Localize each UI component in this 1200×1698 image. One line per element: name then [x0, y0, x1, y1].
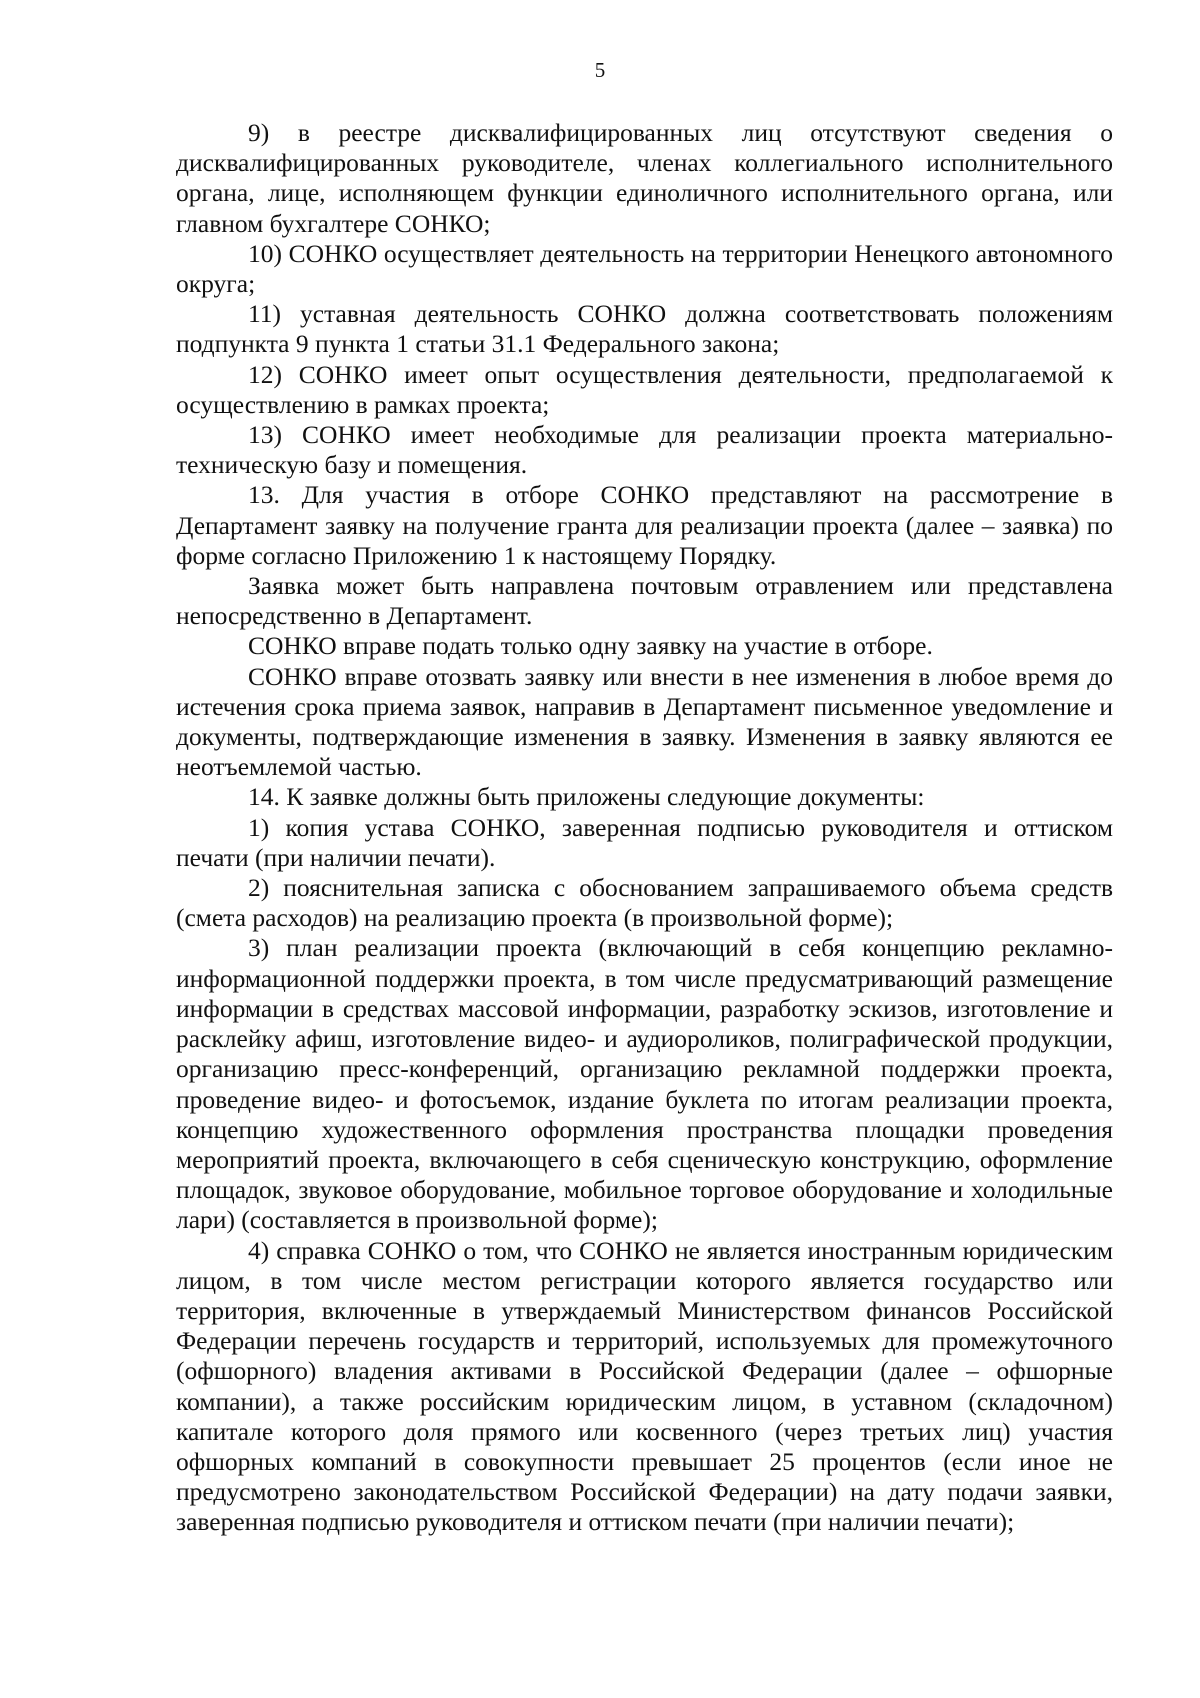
clause-14: 14. К заявке должны быть приложены следующие документы:: [248, 782, 925, 812]
document-body: [176, 118, 1113, 1538]
list-item-12: 12) СОНКО имеет опыт осуществления деятельности, предполагаемой к осуществлению в рамках проекта;: [176, 359, 1113, 419]
clause-13-delivery: Заявка может быть направлена почтовым отравлением или представлена непосредственно в Департамент.: [176, 571, 1113, 631]
clause-13-withdrawal: СОНКО вправе отозвать заявку или внести в нее изменения в любое время до истечения срока приема заявок, направив в Департамент письменное уведомление и документы, подтверждающие изменения в заявку. Изменения в заявку являются ее неотъемлемой частью.: [176, 661, 1113, 782]
list-item-9: 9) в реестре дисквалифицированных лиц отсутствуют сведения о дисквалифицированных руководителе, членах коллегиального исполнительного органа, лице, исполняющем функции единоличного исполнительного органа, или главном бухгалтере СОНКО;: [176, 118, 1113, 238]
page-number: 5: [594, 58, 606, 82]
document-item-3: 3) план реализации проекта (включающий в себя концепцию рекламно-информационной поддержки проекта, в том числе предусматривающий размещение информации в средствах массовой информации, разработку эскизов, изготовление и расклейку афиш, изготовление видео- и аудиороликов, полиграфической продукции, организацию пресс-конференций, организацию рекламной поддержки проекта, проведение видео- и фотосъемок, издание буклета по итогам реализации проекта, концепцию художественного оформления пространства площадки проведения мероприятий проекта, включающего в себя сценическую конструкцию, оформление площадок, звуковое оборудование, мобильное торговое оборудование и холодильные лари) (составляется в произвольной форме);: [176, 933, 1113, 1235]
list-item-10: 10) СОНКО осуществляет деятельность на территории Ненецкого автономного округа;: [176, 238, 1113, 299]
clause-13-single-application: СОНКО вправе подать только одну заявку на участие в отборе.: [248, 631, 933, 661]
document-item-1: 1) копия устава СОНКО, заверенная подписью руководителя и оттиском печати (при наличии печати).: [176, 812, 1113, 872]
document-item-2: 2) пояснительная записка с обоснованием запрашиваемого объема средств (смета расходов) на реализацию проекта (в произвольной форме);: [176, 873, 1113, 933]
document-item-4: 4) справка СОНКО о том, что СОНКО не является иностранным юридическим лицом, в том числе местом регистрации которого является государство или территория, включенные в утверждаемый Министерством финансов Российской Федерации перечень государств и территорий, используемых для промежуточного (офшорного) владения активами в Российской Федерации (далее – офшорные компании), а также российским юридическим лицом, в уставном (складочном) капитале которого доля прямого или косвенного (через третьих лиц) участия офшорных компаний в совокупности превышает 25 процентов (если иное не предусмотрено законодательством Российской Федерации) на дату подачи заявки, заверенная подписью руководителя и оттиском печати (при наличии печати);: [176, 1235, 1113, 1537]
list-item-13: 13) СОНКО имеет необходимые для реализации проекта материально-техническую базу и помещения.: [176, 420, 1113, 480]
list-item-11: 11) уставная деятельность СОНКО должна соответствовать положениям подпункта 9 пункта 1 статьи 31.1 Федерального закона;: [176, 299, 1113, 359]
clause-13: 13. Для участия в отборе СОНКО представляют на рассмотрение в Департамент заявку на получение гранта для реализации проекта (далее – заявка) по форме согласно Приложению 1 к настоящему Порядку.: [176, 480, 1113, 570]
